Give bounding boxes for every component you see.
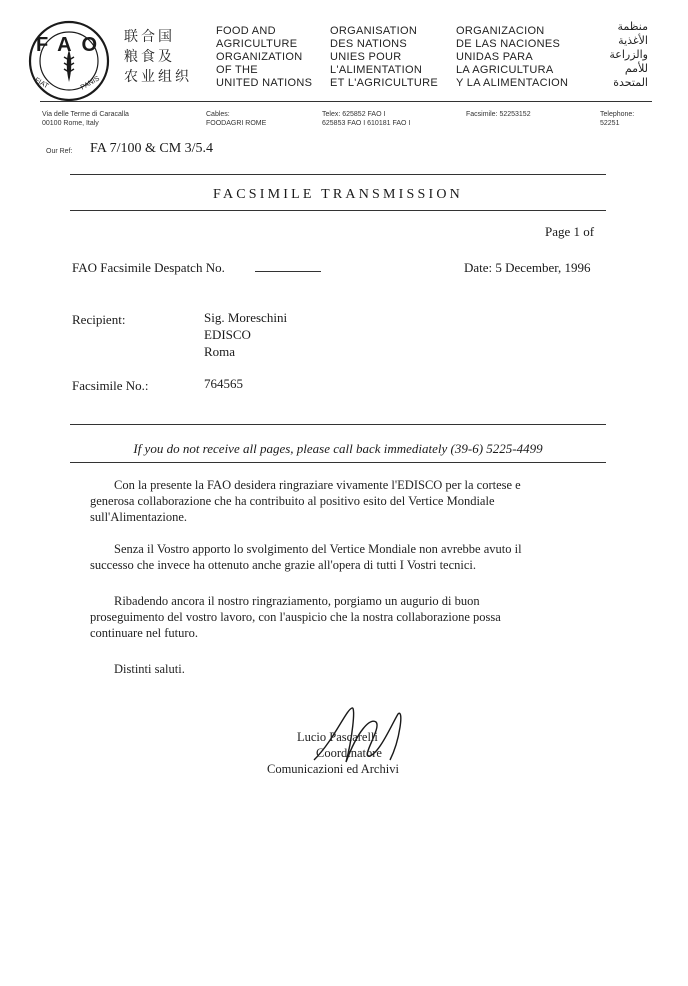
recipient-block (204, 309, 287, 360)
body-line: continuare nel futuro. (90, 626, 198, 640)
arabic-line: الأغذية (618, 34, 648, 47)
fax-date: Date: 5 December, 1996 (464, 260, 591, 275)
facsimile-no-value: 764565 (204, 376, 243, 391)
recipient-line: EDISCO (204, 327, 251, 342)
cables-value: FOODAGRI ROME (206, 120, 267, 127)
logo-letters: FAO (36, 34, 108, 56)
body-line: sull'Alimentazione. (90, 510, 188, 524)
address-line: 00100 Rome, Italy (42, 120, 99, 127)
recipient-line: Sig. Moreschini (204, 310, 288, 325)
body-line: Ribadendo ancora il nostro ringraziamento, porgiamo un augurio di buon (114, 594, 480, 608)
spanish-line: ORGANIZACION (456, 25, 545, 37)
letterhead-arabic (584, 20, 648, 90)
recipient-label: Recipient: (72, 312, 126, 327)
arabic-line: للأمم (624, 62, 648, 75)
french-line: UNIES POUR (330, 51, 402, 63)
signatory-role: Coordinatore (316, 746, 382, 760)
telex-line: 625853 FAO I 610181 FAO I (322, 120, 411, 127)
facsimile-no-label: Facsimile No.: (72, 378, 149, 393)
despatch-number-blank (255, 271, 321, 272)
contact-telephone (600, 110, 634, 128)
french-line: ET L'AGRICULTURE (330, 77, 438, 89)
fao-emblem-icon (28, 20, 110, 102)
page-title: FACSIMILE TRANSMISSION (213, 187, 463, 202)
signatory-dept: Comunicazioni ed Archivi (267, 762, 399, 776)
chinese-line: 农业组织 (124, 69, 192, 85)
fao-logo (28, 20, 110, 102)
logo-ring-left: FIAT (33, 76, 50, 91)
french-line: ORGANISATION (330, 25, 418, 37)
contact-cables (206, 110, 266, 128)
spanish-line: DE LAS NACIONES (456, 38, 561, 50)
ref-value: FA 7/100 & CM 3/5.4 (90, 141, 214, 156)
notice-top-rule (70, 424, 606, 425)
french-line: DES NATIONS (330, 38, 408, 50)
telex-line: Telex: 625852 FAO I (322, 111, 386, 118)
title-top-rule (70, 174, 606, 175)
body-paragraph-1 (90, 477, 610, 525)
arabic-line: منظمة (617, 20, 648, 33)
title-bottom-rule (70, 210, 606, 211)
body-paragraph-3 (90, 593, 610, 641)
spanish-line: UNIDAS PARA (456, 51, 534, 63)
chinese-line: 粮食及 (124, 49, 175, 65)
header-divider (40, 101, 652, 102)
body-line: Con la presente la FAO desidera ringraziare vivamente l'EDISCO per la cortese e (114, 478, 521, 492)
arabic-line: المتحدة (613, 76, 648, 89)
body-line: Senza il Vostro apporto lo svolgimento del Vertice Mondiale non avrebbe avuto il (114, 542, 522, 556)
english-line: ORGANIZATION (216, 51, 303, 63)
ref-label: Our Ref: (46, 148, 73, 155)
contact-address (42, 110, 129, 128)
address-line: Via delle Terme di Caracalla (42, 111, 129, 118)
letterhead-french (330, 25, 438, 90)
spanish-line: LA AGRICULTURA (456, 64, 554, 76)
despatch-label: FAO Facsimile Despatch No. (72, 260, 225, 275)
contact-telex (322, 110, 410, 128)
french-line: L'ALIMENTATION (330, 64, 423, 76)
signatory-name: Lucio Pascarelli (297, 730, 378, 744)
recipient-line: Roma (204, 344, 236, 359)
telephone-label: Telephone: (600, 111, 635, 118)
english-line: UNITED NATIONS (216, 77, 313, 89)
letterhead-spanish (456, 25, 568, 90)
spanish-line: Y LA ALIMENTACION (456, 77, 569, 89)
logo-ring-right: PANIS (79, 75, 101, 92)
body-paragraph-2 (90, 541, 610, 573)
english-line: OF THE (216, 64, 258, 76)
body-line: proseguimento del vostro lavoro, con l'auspicio che la nostra collaborazione possa (90, 610, 501, 624)
body-line: successo che invece ha ottenuto anche grazie all'opera di tutti I Vostri tecnici. (90, 558, 477, 572)
chinese-line: 联合国 (124, 29, 175, 45)
telephone-value: 52251 (600, 120, 620, 127)
callback-notice: If you do not receive all pages, please call back immediately (39-6) 5225-4499 (133, 441, 543, 456)
cables-label: Cables: (206, 111, 230, 118)
body-line: generosa collaborazione che ha contribuito al positivo esito del Vertice Mondiale (90, 494, 495, 508)
english-line: FOOD AND (216, 25, 276, 37)
arabic-line: والزراعة (609, 48, 648, 61)
letterhead-english (216, 25, 312, 90)
page-count: Page 1 of (545, 224, 595, 239)
closing: Distinti saluti. (114, 662, 185, 676)
notice-bottom-rule (70, 462, 606, 463)
letterhead-chinese (124, 27, 192, 87)
contact-facsimile: Facsimile: 52253152 (466, 111, 531, 118)
english-line: AGRICULTURE (216, 38, 298, 50)
